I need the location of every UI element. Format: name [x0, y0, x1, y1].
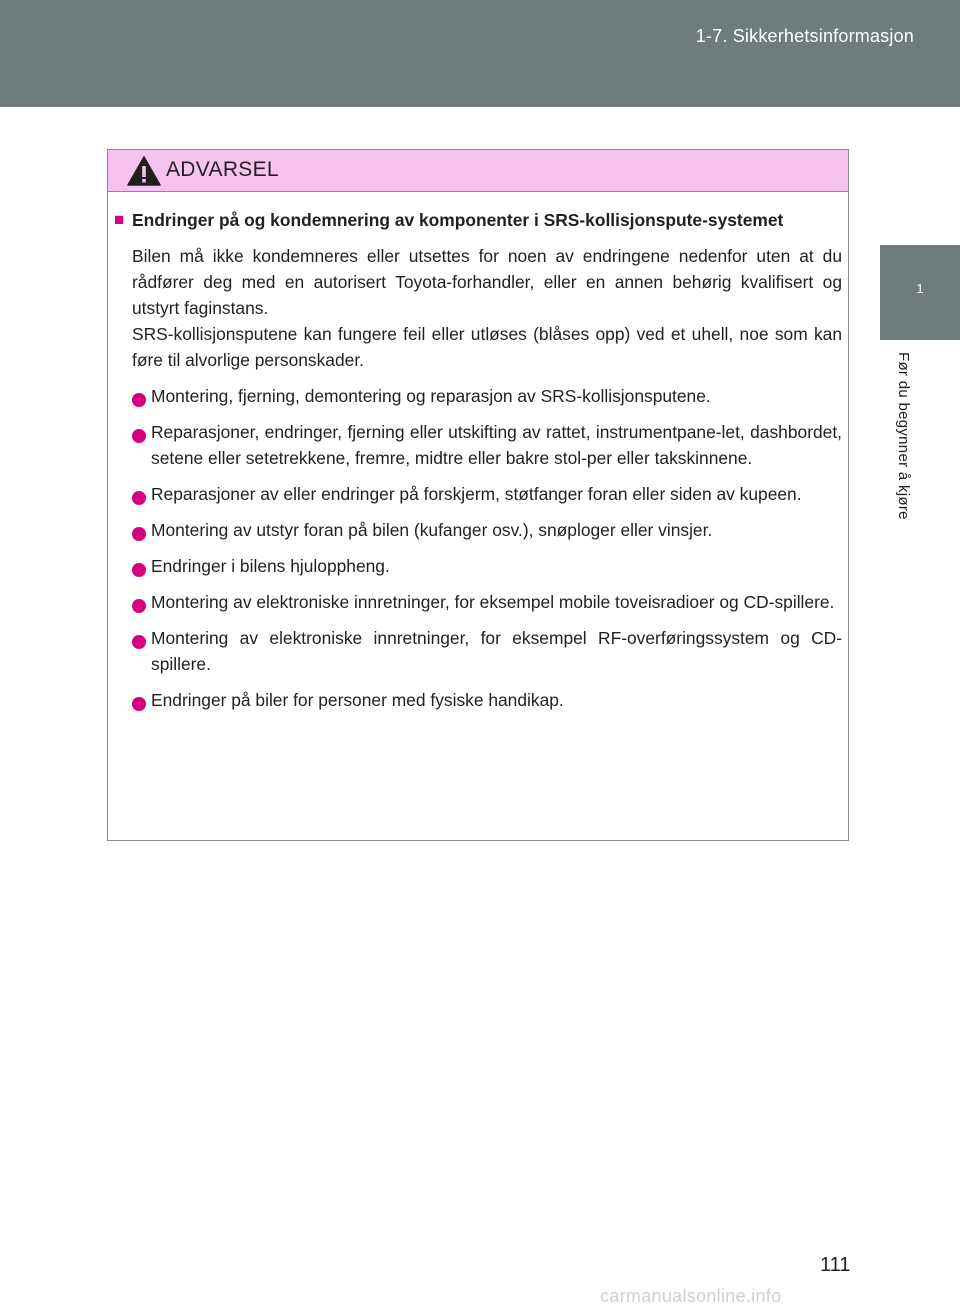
list-item-text: Montering av elektroniske innretninger, for eksempel mobile toveisradioer og CD-spillere.	[151, 592, 835, 612]
circle-bullet-icon	[132, 388, 151, 403]
list-item	[132, 625, 842, 677]
circle-bullet-icon	[132, 522, 151, 537]
list-item	[132, 553, 842, 579]
circle-bullet-icon	[132, 558, 151, 573]
chapter-tab	[880, 245, 960, 340]
circle-bullet-icon	[132, 486, 151, 501]
circle-bullet-icon	[132, 630, 151, 645]
warning-title: ADVARSEL	[166, 158, 279, 181]
circle-bullet-icon	[132, 594, 151, 609]
header-band	[0, 0, 960, 107]
square-bullet-icon: ■	[114, 210, 125, 229]
list-item-text: Montering av utstyr foran på bilen (kufanger osv.), snøploger eller vinsjer.	[151, 520, 713, 540]
watermark[interactable]: carmanualsonline.info	[600, 1286, 782, 1306]
list-item-text: Montering, fjerning, demontering og reparasjon av SRS-kollisjonsputene.	[151, 386, 711, 406]
list-item-text: Reparasjoner av eller endringer på forskjerm, støtfanger foran eller siden av kupeen.	[151, 484, 802, 504]
warning-paragraphs	[132, 243, 842, 373]
warning-paragraph-1: Bilen må ikke kondemneres eller utsettes for noen av endringene nedenfor uten at du rådfører deg med en autorisert Toyota-forhandler, eller en annen behørig kvalifisert og utstyrt faginstans.	[132, 246, 842, 318]
section-title: 1-7. Sikkerhetsinformasjon	[695, 26, 914, 46]
warning-triangle-icon	[127, 156, 161, 186]
warning-list	[132, 383, 842, 713]
warning-paragraph-2: SRS-kollisjonsputene kan fungere feil eller utløses (blåses opp) ved et uhell, noe som kan føre til alvorlige personskader.	[132, 324, 842, 370]
chapter-number: 1	[916, 281, 924, 296]
list-item	[132, 383, 842, 409]
warning-box	[107, 149, 849, 841]
list-item-text: Montering av elektroniske innretninger, for eksempel RF-overføringssystem og CD-spillere.	[151, 628, 842, 674]
list-item	[132, 687, 842, 713]
list-item-text: Endringer på biler for personer med fysiske handikap.	[151, 690, 564, 710]
warning-heading-row	[114, 207, 842, 233]
page-number: 111	[820, 1254, 851, 1276]
list-item	[132, 517, 842, 543]
list-item	[132, 481, 842, 507]
list-item	[132, 419, 842, 471]
list-item-text: Reparasjoner, endringer, fjerning eller utskifting av rattet, instrumentpane-let, dashbordet, setene eller setetrekkene, fremre, midtre eller bakre stol-per eller takskinnene.	[151, 422, 842, 468]
list-item	[132, 589, 842, 615]
warning-header	[108, 150, 848, 192]
warning-heading: Endringer på og kondemnering av komponenter i SRS-kollisjonspute-systemet	[132, 210, 784, 230]
chapter-label: Før du begynner å kjøre	[895, 352, 912, 520]
circle-bullet-icon	[132, 692, 151, 707]
warning-content	[114, 207, 842, 713]
circle-bullet-icon	[132, 424, 151, 439]
list-item-text: Endringer i bilens hjuloppheng.	[151, 556, 390, 576]
